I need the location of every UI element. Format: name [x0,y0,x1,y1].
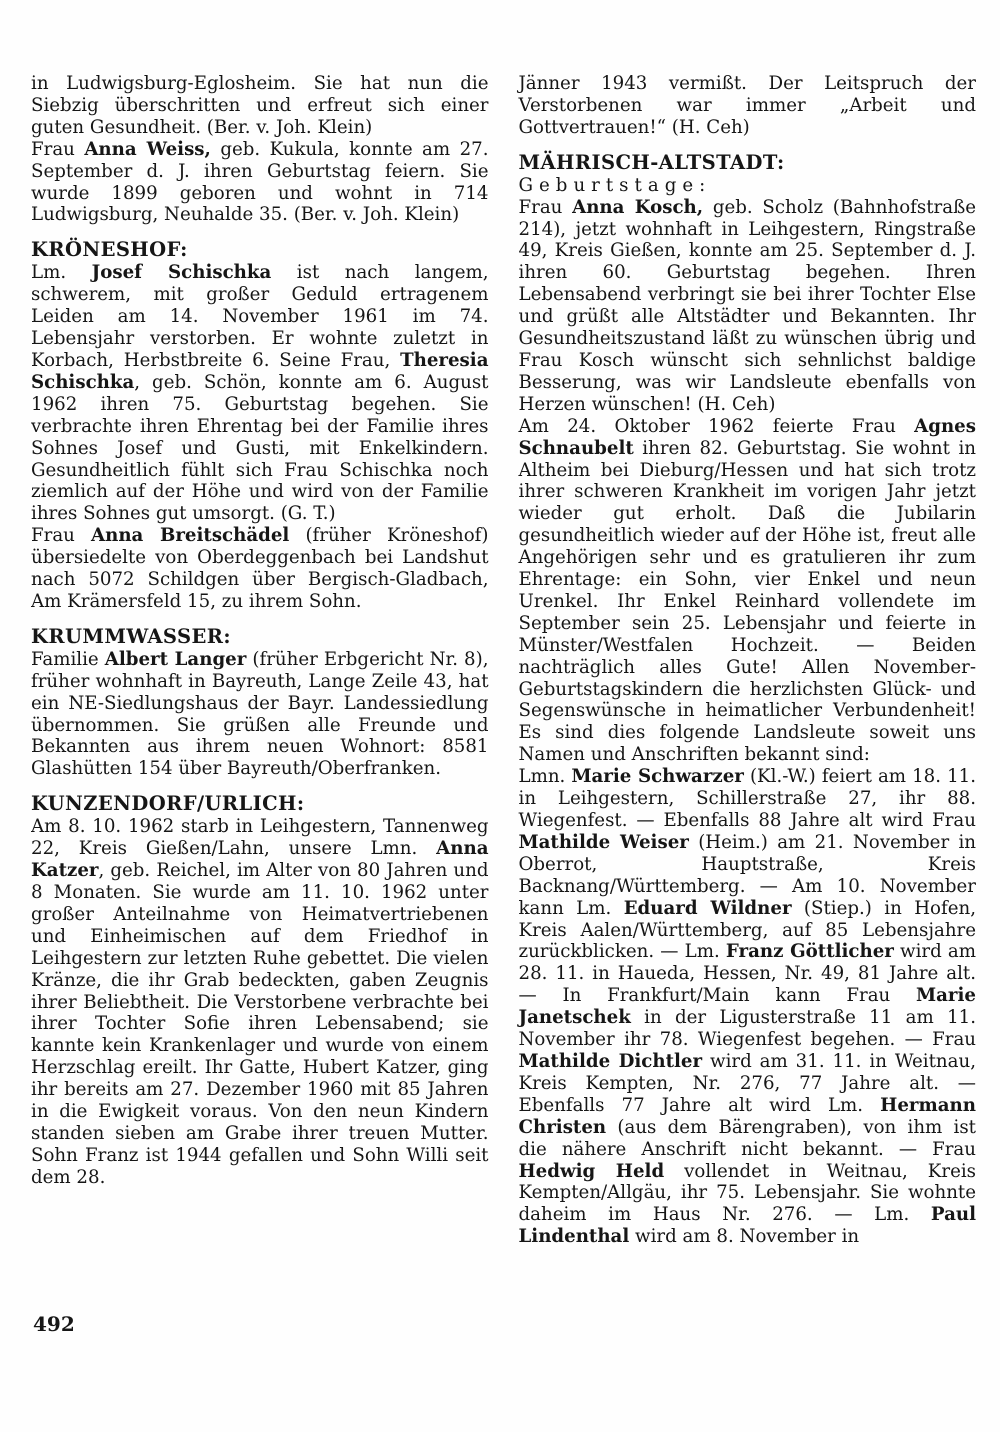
section-heading: MÄHRISCH-ALTSTADT: [518,150,785,174]
text-segment: wird am 8. November in [629,1226,860,1248]
text-segment: geb. Kukula, konnte am 27. September d. J. ihren Geburtstag feiern. Sie wurde 1899 geboren und wohnt in 714 Ludwigsburg, Neuhalde 35. (Ber. v. Joh. Klein) [31,138,489,226]
text-segment: (früher Kröneshof) übersiedelte von Oberdeggenbach bei Landshut nach 5072 Schildgen über Bergisch-Gladbach, Am Krämersfeld 15, zu ihrem Sohn. [31,525,489,612]
person-name: Anna Breitschädel [90,525,290,547]
text-segment: , geb. Reichel, im Alter von 80 Jahren und 8 Monaten. Sie wurde am 11. 10. 1962 unter großer Anteilnahme von Heimatvertriebenen und Einheimischen auf dem Friedhof in Leihgestern zur letzten Ruhe gebettet. Die vielen Kränze, die ihr Grab bedeckten, gaben Zeugnis ihrer Beliebtheit. Die Verstorbene verbrachte bei ihrer Tochter Sofie ihren Lebensabend; sie kannte kein Krankenlager und wurde von einem Herzschlag ereilt. Ihr Gatte, Hubert Katzer, ging ihr bereits am 27. Dezember 1960 mit 85 Jahren in die Ewigkeit voraus. Von den neun Kindern standen sieben am Grabe ihrer treuen Mutter. Sohn Franz ist 1944 gefallen und Sohn Willi seit dem 28. [31,860,489,1188]
text-segment: ihren 82. Geburtstag. Sie wohnt in Altheim bei Dieburg/Hessen und hat sich trotz ihrer schweren Krankheit im vorigen Jahr jetzt wieder gut erholt. Daß die Jubilarin gesundheitlich wieder auf der Höhe ist, freut alle Angehörigen sehr und es gratulieren ihr zum Ehrentage: ein Sohn, vier Enkel und neun Urenkel. Ihr Enkel Reinhard vollendete im September sein 25. Lebensjahr und feierte in Münster/Westfalen Hochzeit. — Beiden nachträglich alles Gute! Allen November-Geburtstagskindern die herzlichsten Glück- und Segenswünsche in heimatlicher Verbundenheit! Es sind dies folgende Landsleute soweit uns Namen und Anschriften bekannt sind: [518,437,976,766]
paragraph [31,649,489,780]
paragraph [519,766,977,1248]
left-column [31,73,489,1325]
paragraph [519,197,977,416]
text-segment: ist nach langem, schwerem, mit großer Geduld ertragenem Leiden am 14. November 1961 im 74. Lebensjahr verstorben. Er wohnte zuletzt in Korbach, Herbstbreite 6. Seine Frau, [31,262,489,371]
person-name: Mathilde Weiser [518,831,689,853]
text-segment: Lm. [31,262,92,284]
text-segment: Frau [31,138,85,160]
text-segment: (aus dem Bärengraben), von ihm ist die nähere Anschrift nicht bekannt. — Frau [518,1116,976,1160]
text-segment: in der Ligusterstraße 11 am 11. November ihr 78. Wiegenfest begehen. — Frau [518,1007,976,1051]
text-segment: , geb. Schön, konnte am 6. August 1962 ihren 75. Geburtstag begehen. Sie verbrachte ihren Ehrentag bei der Familie ihres Sohnes Josef und Gusti, mit Enkelkindern. Gesundheitlich fühlt sich Frau Schischka noch ziemlich auf der Höhe und wird von der Familie ihres Sohnes gut umsorgt. (G. T.) [31,371,489,525]
text-segment: Familie [31,648,105,670]
text-segment: Am 24. Oktober 1962 feierte Frau [518,415,915,437]
person-name: Anna Katzer [31,838,489,882]
text-segment: Am 8. 10. 1962 starb in Leihgestern, Tannenweg 22, Kreis Gießen/Lahn, unsere Lmn. [31,816,489,860]
person-name: Franz Göttlicher [725,941,894,963]
text-segment: in Ludwigsburg-Eglosheim. Sie hat nun die Siebzig überschritten und erfreut sich einer guten Gesundheit. (Ber. v. Joh. Klein) [31,73,489,138]
person-name: Josef Schischka [91,262,272,284]
paragraph [31,139,489,227]
text-segment: vollendet in Weitnau, Kreis Kempten/Allgäu, ihr 75. Lebensjahr. Sie wohnte daheim im Haus Nr. 276. — Lm. [518,1160,976,1226]
subsection-heading: Geburtstage: [518,174,712,196]
section-heading: KRÖNESHOF: [31,238,188,262]
text-segment: geb. Scholz (Bahnhofstraße 214), jetzt wohnhaft in Leihgestern, Ringstraße 49, Kreis Gießen, konnte am 25. September d. J. ihren 60. Geburtstag begehen. Ihren Lebensabend verbringt sie bei ihrer Tochter Else und grüßt alle Altstädter und Bekannten. Ihr Gesundheitszustand läßt zu wünschen übrig und Frau Kosch wünscht sich sehnlichst baldige Besserung, was wir Landsleute ebenfalls von Herzen wünschen! (H. Ceh) [518,196,976,415]
text-segment: (Heim.) am 21. November in Oberrot, Hauptstraße, Kreis Backnang/Württemberg. — Am 10. November kann Lm. [518,831,976,919]
paragraph [519,416,977,767]
person-name: Theresia Schischka [31,349,489,393]
text-segment: wird am 28. 11. in Haueda, Hessen, Nr. 49, 81 Jahre alt. — In Frankfurt/Main kann Frau [518,941,976,1007]
person-name: Agnes Schnaubelt [518,415,976,459]
text-segment: Lmn. [518,766,572,788]
person-name: Hermann Christen [518,1094,976,1138]
paragraph [31,73,489,139]
paragraph [31,816,489,1188]
text-segment: Frau [518,196,573,218]
text-segment: Jänner 1943 vermißt. Der Leitspruch der Verstorbenen war immer „Arbeit und Gottvertrauen!“ (H. Ceh) [518,73,976,138]
person-name: Marie Schwarzer [571,766,744,788]
text-segment: (früher Erbgericht Nr. 8), früher wohnhaft in Bayreuth, Lange Zeile 43, hat ein NE-Siedlungshaus der Bayr. Landessiedlung übernommen. Sie grüßen alle Freunde und Bekannten aus ihrem neuen Wohnort: 8581 Glashütten 154 über Bayreuth/Oberfranken. [31,648,489,780]
right-column [519,73,977,1325]
person-name: Anna Kosch, [572,196,704,218]
paragraph [31,525,489,613]
section-heading: KUNZENDORF/URLICH: [31,792,305,816]
page-number: 492 [33,1312,75,1336]
text-segment: Frau [31,525,91,547]
text-columns [31,73,976,1325]
paragraph [31,262,489,525]
person-name: Anna Weiss, [84,138,211,160]
person-name: Albert Langer [104,648,247,670]
text-segment: (Stiep.) in Hofen, Kreis Aalen/Württemberg, auf 85 Lebensjahre zurückblicken. — Lm. [518,897,976,963]
text-segment: wird am 31. 11. in Weitnau, Kreis Kempten, Nr. 276, 77 Jahre alt. — Ebenfalls 77 Jahre alt wird Lm. [518,1050,976,1116]
text-segment: (Kl.-W.) feiert am 18. 11. in Leihgestern, Schillerstraße 27, ihr 88. Wiegenfest. — Ebenfalls 88 Jahre alt wird Frau [518,766,976,831]
paragraph [519,73,977,139]
person-name: Marie Janetschek [518,985,976,1029]
person-name: Paul Lindenthal [518,1204,976,1248]
person-name: Hedwig Held [518,1160,665,1182]
person-name: Eduard Wildner [623,897,792,919]
person-name: Mathilde Dichtler [518,1050,703,1072]
section-heading: KRUMMWASSER: [31,624,231,648]
